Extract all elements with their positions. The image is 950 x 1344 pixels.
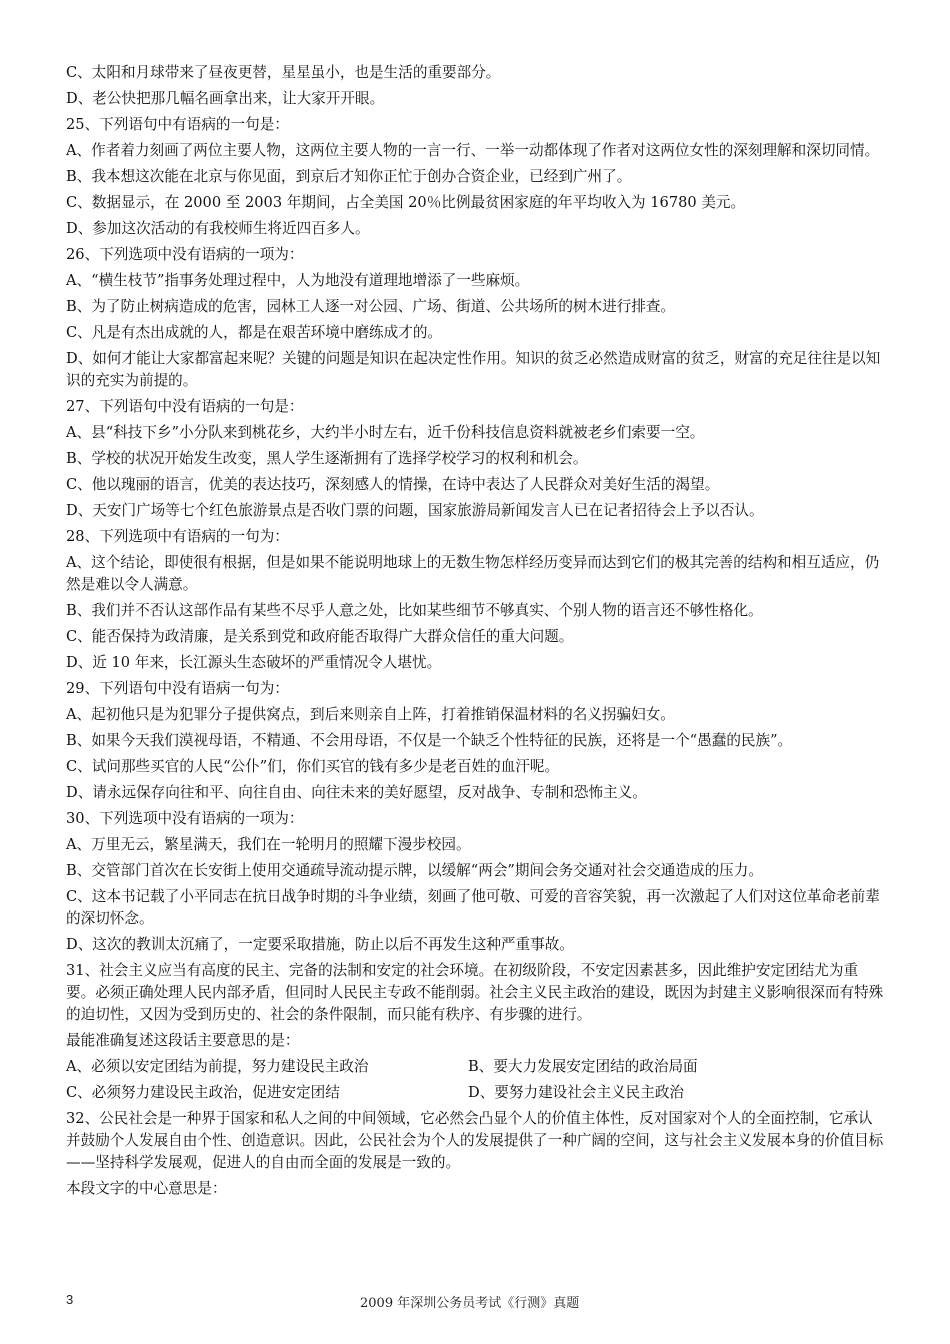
option-line: D、请永远保存向往和平、向往自由、向往未来的美好愿望，反对战争、专制和恐怖主义。 (66, 784, 647, 801)
option-a: A、必须以安定团结为前提，努力建设民主政治 (66, 1058, 369, 1075)
option-line: D、这次的教训太沉痛了，一定要采取措施，防止以后不再发生这种严重事故。 (66, 936, 574, 953)
option-line: D、老公快把那几幅名画拿出来，让大家开开眼。 (66, 90, 385, 107)
option-line: B、为了防止树病造成的危害，园林工人逐一对公园、广场、街道、公共场所的树木进行排查。 (66, 298, 676, 315)
question-stem: 25、下列语句中有语病的一句是： (66, 116, 289, 133)
option-line: C、这本书记载了小平同志在抗日战争时期的斗争业绩，刻画了他可敬、可爱的音容笑貌，再一次激起了人们对这位革命老前辈的深切怀念。 (66, 888, 880, 927)
option-line: D、天安门广场等七个红色旅游景点是否收门票的问题，国家旅游局新闻发言人已在记者招待会上予以否认。 (66, 502, 764, 519)
option-line: A、“横生枝节”指事务处理过程中，人为地没有道理地增添了一些麻烦。 (66, 272, 530, 289)
option-line: C、太阳和月球带来了昼夜更替，星星虽小，也是生活的重要部分。 (66, 64, 501, 81)
option-line: A、作者着力刻画了两位主要人物，这两位主要人物的一言一行、一举一动都体现了作者对这两位女性的深刻理解和深切同情。 (66, 142, 880, 159)
question-stem: 本段文字的中心意思是： (66, 1180, 227, 1197)
option-line: A、这个结论，即使很有根据，但是如果不能说明地球上的无数生物怎样经历变异而达到它们的极其完善的结构和相互适应，仍然是难以令人满意。 (66, 554, 880, 593)
option-line: C、他以瑰丽的语言，优美的表达技巧，深刻感人的情操，在诗中表达了人民群众对美好生活的渴望。 (66, 476, 720, 493)
option-line: C、试问那些买官的人民“公仆”们，你们买官的钱有多少是老百姓的血汗呢。 (66, 758, 560, 775)
option-line: B、我们并不否认这部作品有某些不尽乎人意之处，比如某些细节不够真实、个别人物的语言还不够性格化。 (66, 602, 763, 619)
question-content (66, 60, 884, 1202)
question-stem: 29、下列语句中没有语病一句为： (66, 680, 289, 697)
option-row (66, 1080, 884, 1106)
option-line: A、县“科技下乡”小分队来到桃花乡，大约半小时左右，近千份科技信息资料就被老乡们索要一空。 (66, 424, 705, 441)
option-line: D、如何才能让大家都富起来呢？关键的问题是知识在起决定性作用。知识的贫乏必然造成财富的贫乏，财富的充足往往是以知识的充实为前提的。 (66, 350, 881, 389)
question-stem: 30、下列选项中没有语病的一项为： (66, 810, 304, 827)
page-number: 3 (66, 1292, 74, 1307)
option-line: C、凡是有杰出成就的人，都是在艰苦环境中磨练成才的。 (66, 324, 443, 341)
reading-passage: 32、公民社会是一种界于国家和私人之间的中间领域，它必然会凸显个人的价值主体性，反对国家对个人的全面控制，它承认并鼓励个人发展自由个性、创造意识。因此，公民社会为个人的发展提供了一种广阔的空间，这与社会主义发展本身的价值目标——坚持科学发展观，促进人的自由而全面的发展是一致的。 (66, 1110, 884, 1171)
question-stem: 28、下列选项中有语病的一句为： (66, 528, 289, 545)
question-stem: 最能准确复述这段话主要意思的是： (66, 1032, 300, 1049)
option-line: B、我本想这次能在北京与你见面，到京后才知你正忙于创办合资企业，已经到广州了。 (66, 168, 632, 185)
reading-passage: 31、社会主义应当有高度的民主、完备的法制和安定的社会环境。在初级阶段，不安定因素甚多，因此维护安定团结尤为重要。必须正确处理人民内部矛盾，但同时人民民主专政不能削弱。社会主义民主政治的建设，既因为封建主义影响很深而有特殊的迫切性，又因为受到历史的、社会的条件限制，而只能有秩序、有步骤的进行。 (66, 962, 884, 1023)
option-row (66, 1054, 884, 1080)
option-line: D、参加这次活动的有我校师生将近四百多人。 (66, 220, 370, 237)
option-line: A、起初他只是为犯罪分子提供窝点，到后来则亲自上阵，打着推销保温材料的名义拐骗妇女。 (66, 706, 675, 723)
question-stem: 26、下列选项中没有语病的一项为： (66, 246, 304, 263)
option-line: B、如果今天我们漠视母语，不精通、不会用母语，不仅是一个缺乏个性特征的民族，还将是一个“愚蠢的民族”。 (66, 732, 793, 749)
option-b: B、要大力发展安定团结的政治局面 (468, 1058, 698, 1075)
option-line: C、数据显示，在 2000 至 2003 年期间，占全美国 20％比例最贫困家庭的年平均收入为 16780 美元。 (66, 194, 746, 211)
option-c: C、必须努力建设民主政治，促进安定团结 (66, 1084, 340, 1101)
option-line: B、学校的状况开始发生改变，黑人学生逐渐拥有了选择学校学习的权利和机会。 (66, 450, 588, 467)
question-stem: 27、下列语句中没有语病的一句是： (66, 398, 304, 415)
option-line: C、能否保持为政清廉，是关系到党和政府能否取得广大群众信任的重大问题。 (66, 628, 574, 645)
option-line: D、近 10 年来，长江源头生态破坏的严重情况令人堪忧。 (66, 654, 442, 671)
footer-title: 2009 年深圳公务员考试《行测》真题 (360, 1296, 580, 1311)
option-line: A、万里无云，繁星满天，我们在一轮明月的照耀下漫步校园。 (66, 836, 471, 853)
option-d: D、要努力建设社会主义民主政治 (468, 1084, 685, 1101)
option-line: B、交管部门首次在长安街上使用交通疏导流动提示牌，以缓解“两会”期间会务交通对社会交通造成的压力。 (66, 862, 763, 879)
